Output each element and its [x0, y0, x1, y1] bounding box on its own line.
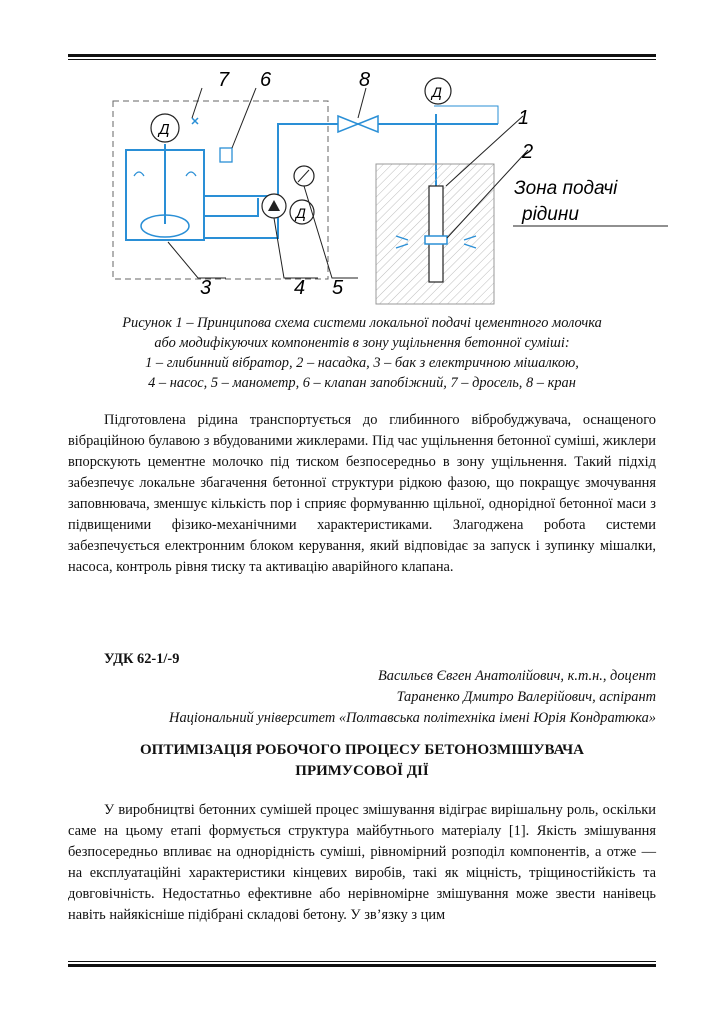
svg-text:Д: Д — [296, 205, 306, 221]
nozzle-2 — [425, 236, 447, 244]
label-6: 6 — [260, 69, 272, 91]
zone-label-1: Зона подачі — [514, 178, 618, 199]
header-rule-thin — [68, 59, 656, 60]
safety-valve-6 — [220, 148, 232, 162]
caption-line: 4 – насос, 5 – манометр, 6 – клапан запобіжний, 7 – дросель, 8 – кран — [148, 375, 576, 391]
svg-text:Д: Д — [432, 84, 442, 100]
label-4: 4 — [294, 277, 306, 299]
author-2: Тараненко Дмитро Валерійович, аспірант — [396, 689, 656, 705]
header-rule — [68, 54, 656, 57]
caption-line: Рисунок 1 – Принципова схема системи локальної подачі цементного молочка — [122, 315, 602, 331]
caption-line: або модифікуючих компонентів в зону ущільнення бетонної суміші: — [154, 335, 570, 351]
label-5: 5 — [332, 277, 344, 299]
system-schematic — [108, 66, 668, 306]
body-paragraph-2: У виробництві бетонних сумішей процес змішування відіграє вирішальну роль, оскільки саме на цьому етапі формується структура майбутнього матеріалу [1]. Якість змішування безпосередньо впливає на однорідність суміші, рівномірний розподіл компонентів, а отже — на експлуатаційні характеристики кінцевих виробів, такі як міцність, тріщиностійкість та довговічність. Недостатньо ефективне або нерівномірне змішування може звести нанівець навіть найякісніше підібрані складові бетону. У зв’язку з цим — [68, 802, 656, 923]
deep-vibrator-1 — [429, 186, 443, 282]
footer-rule — [68, 964, 656, 967]
author-1: Васильєв Євген Анатолійович, к.т.н., доцент — [377, 668, 656, 684]
label-3: 3 — [200, 277, 212, 299]
label-1: 1 — [518, 107, 530, 129]
valve-8 — [338, 116, 378, 132]
caption-line: 1 – глибинний вібратор, 2 – насадка, 3 – бак з електричною мішалкою, — [145, 355, 579, 371]
motor-d-tank-label: Д — [159, 121, 170, 138]
title-line-2: ПРИМУСОВОЇ ДІЇ — [295, 763, 429, 779]
title-line-1: ОПТИМІЗАЦІЯ РОБОЧОГО ПРОЦЕСУ БЕТОНОЗМІШУВАЧА — [139, 742, 584, 758]
label-7: 7 — [218, 69, 230, 91]
label-2: 2 — [522, 141, 534, 163]
footer-rule-thin — [68, 961, 656, 962]
zone-label-2: рідини — [522, 204, 579, 225]
figure-caption — [68, 313, 656, 393]
article-title — [68, 740, 656, 782]
body-paragraph-1: Підготовлена рідина транспортується до глибинного вібробуджувача, оснащеного вібраційною булавою з вбудованими жиклерами. Під час ущільнення бетонної суміші, жиклери впорскують цементне молочко під тиском безпосередньо в зону ущільнення. Такий підхід забезпечує локальне збагачення бетонної структури рідкою фазою, що покращує змочування заповнювача, зменшує кількість пор і сприяє формуванню щільної, однорідної бетонної маси з підвищеними фізико-механічними характеристиками. Злагоджена робота системи забезпечується електронним блоком керування, який відповідає за запуск і зупинку мішалки, насоса, контроль рівня тиску та активацію аварійного клапана. — [68, 412, 656, 575]
udk-code: УДК 62-1/-9 — [104, 651, 180, 667]
affiliation: Національний університет «Полтавська політехніка імені Юрія Кондратюка» — [169, 710, 656, 726]
label-8: 8 — [359, 69, 371, 91]
